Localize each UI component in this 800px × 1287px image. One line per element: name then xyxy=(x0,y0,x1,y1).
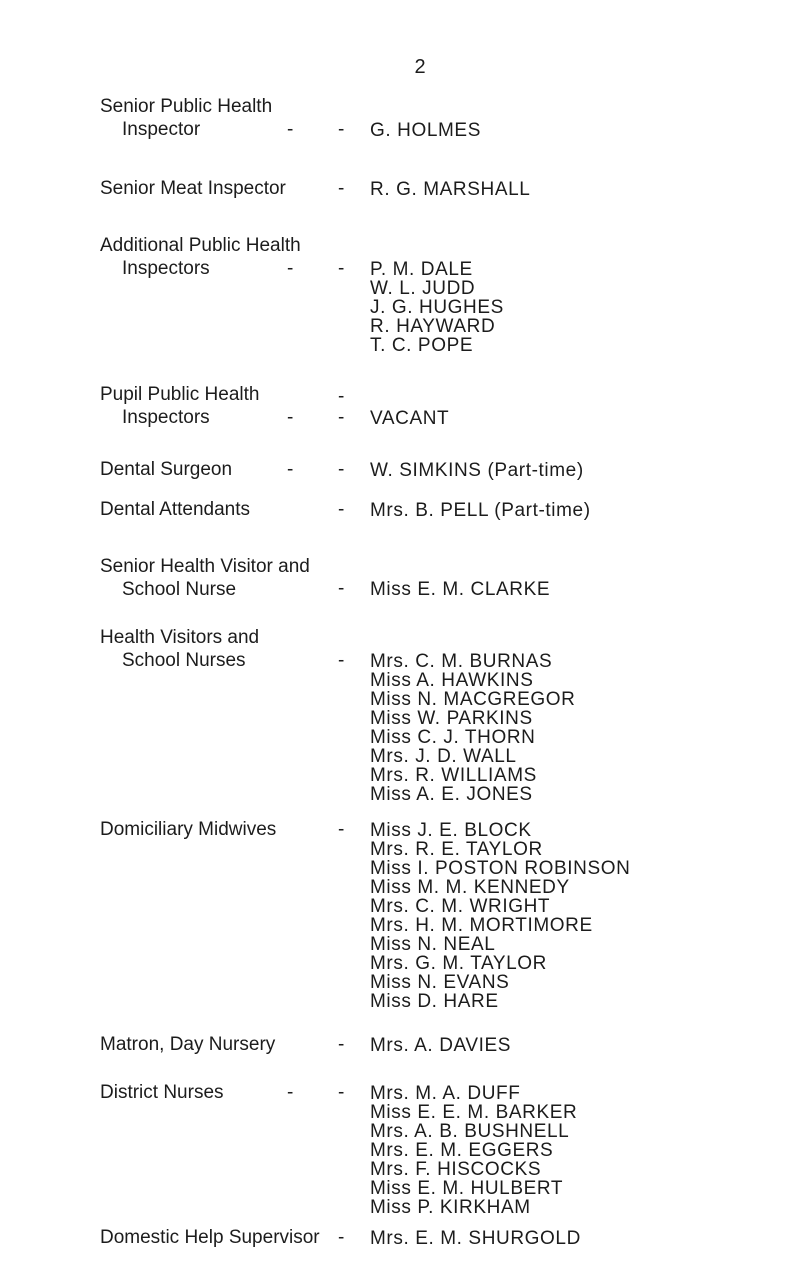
page-number: 2 xyxy=(414,56,426,78)
role-line: Senior Public Health xyxy=(100,96,273,117)
staff-names xyxy=(370,121,800,140)
role-title xyxy=(100,234,340,280)
role-title xyxy=(100,95,340,141)
role-line: Inspector xyxy=(122,119,201,140)
staff-names xyxy=(370,260,800,355)
role-line: Inspectors xyxy=(122,258,210,279)
staff-name: W. L. JUDD xyxy=(370,278,476,299)
leader-dash: - xyxy=(338,650,345,671)
staff-name: Miss M. M. KENNEDY xyxy=(370,877,570,898)
leader-dash: - xyxy=(338,178,345,199)
role-line: Health Visitors and xyxy=(100,627,260,648)
role-title xyxy=(100,818,340,841)
staff-name: Mrs. C. M. BURNAS xyxy=(370,651,553,672)
staff-name: Mrs. E. M. EGGERS xyxy=(370,1140,554,1161)
role-line: School Nurses xyxy=(122,650,246,671)
staff-names xyxy=(370,652,800,804)
role-title xyxy=(100,458,340,481)
staff-name: Miss P. KIRKHAM xyxy=(370,1197,531,1218)
staff-name: Mrs. C. M. WRIGHT xyxy=(370,896,551,917)
staff-names xyxy=(370,580,800,599)
staff-names xyxy=(370,180,800,199)
role-line: Inspectors xyxy=(122,407,210,428)
staff-name: Mrs. E. M. SHURGOLD xyxy=(370,1228,581,1249)
role-title xyxy=(100,1033,340,1056)
role-line: Domiciliary Midwives xyxy=(100,819,277,840)
role-title xyxy=(100,383,340,429)
staff-name: Mrs. A. DAVIES xyxy=(370,1035,512,1056)
leader-dash: - xyxy=(338,386,345,407)
staff-name: Mrs. F. HISCOCKS xyxy=(370,1159,542,1180)
leader-dash: - xyxy=(287,258,294,279)
role-line: Additional Public Health xyxy=(100,235,301,256)
staff-name: Mrs. G. M. TAYLOR xyxy=(370,953,547,974)
staff-names xyxy=(370,1084,800,1217)
staff-names xyxy=(370,1036,800,1055)
leader-dash: - xyxy=(338,578,345,599)
leader-dash: - xyxy=(287,1082,294,1103)
staff-name: G. HOLMES xyxy=(370,120,481,141)
staff-names xyxy=(370,1229,800,1248)
staff-name: Miss C. J. THORN xyxy=(370,727,536,748)
staff-name: Miss A. HAWKINS xyxy=(370,670,534,691)
staff-name: R. G. MARSHALL xyxy=(370,179,531,200)
staff-name: Mrs. R. E. TAYLOR xyxy=(370,839,543,860)
staff-names xyxy=(370,409,800,428)
staff-name: P. M. DALE xyxy=(370,259,473,280)
staff-name: Miss J. E. BLOCK xyxy=(370,820,532,841)
staff-name: Mrs. H. M. MORTIMORE xyxy=(370,915,593,936)
staff-names xyxy=(370,821,800,1011)
role-line: Matron, Day Nursery xyxy=(100,1034,276,1055)
staff-name: W. SIMKINS (Part-time) xyxy=(370,460,584,481)
staff-name: Miss E. E. M. BARKER xyxy=(370,1102,578,1123)
staff-name: Miss N. EVANS xyxy=(370,972,510,993)
staff-name: Miss D. HARE xyxy=(370,991,499,1012)
staff-names xyxy=(370,461,800,480)
staff-name: Miss E. M. CLARKE xyxy=(370,579,551,600)
leader-dash: - xyxy=(338,819,345,840)
role-title xyxy=(100,498,340,521)
role-title xyxy=(100,1081,340,1104)
staff-name: Mrs. B. PELL (Part-time) xyxy=(370,500,591,521)
staff-name: Miss A. E. JONES xyxy=(370,784,533,805)
leader-dash: - xyxy=(338,119,345,140)
role-line: District Nurses xyxy=(100,1082,224,1103)
staff-name: Miss N. NEAL xyxy=(370,934,496,955)
staff-names xyxy=(370,501,800,520)
role-title xyxy=(100,626,340,672)
leader-dash: - xyxy=(338,407,345,428)
leader-dash: - xyxy=(338,1082,345,1103)
staff-name: VACANT xyxy=(370,408,450,429)
role-line: Dental Surgeon xyxy=(100,459,233,480)
staff-name: Mrs. R. WILLIAMS xyxy=(370,765,537,786)
leader-dash: - xyxy=(287,459,294,480)
staff-name: Miss I. POSTON ROBINSON xyxy=(370,858,631,879)
staff-name: Mrs. A. B. BUSHNELL xyxy=(370,1121,570,1142)
staff-name: Mrs. J. D. WALL xyxy=(370,746,517,767)
staff-name: Miss E. M. HULBERT xyxy=(370,1178,564,1199)
leader-dash: - xyxy=(338,258,345,279)
leader-dash: - xyxy=(338,1227,345,1248)
leader-dash: - xyxy=(338,1034,345,1055)
role-line: School Nurse xyxy=(122,579,237,600)
staff-name: Miss W. PARKINS xyxy=(370,708,533,729)
leader-dash: - xyxy=(338,499,345,520)
role-title xyxy=(100,1226,340,1249)
role-line: Senior Health Visitor and xyxy=(100,556,310,577)
staff-name: T. C. POPE xyxy=(370,335,474,356)
staff-name: J. G. HUGHES xyxy=(370,297,504,318)
role-line: Domestic Help Supervisor xyxy=(100,1227,320,1248)
staff-name: Miss N. MACGREGOR xyxy=(370,689,576,710)
role-line: Dental Attendants xyxy=(100,499,250,520)
role-line: Senior Meat Inspector xyxy=(100,178,286,199)
role-title xyxy=(100,555,340,601)
leader-dash: - xyxy=(287,119,294,140)
leader-dash: - xyxy=(287,407,294,428)
staff-name: Mrs. M. A. DUFF xyxy=(370,1083,521,1104)
staff-name: R. HAYWARD xyxy=(370,316,496,337)
role-title xyxy=(100,177,340,200)
role-line: Pupil Public Health xyxy=(100,384,260,405)
leader-dash: - xyxy=(338,459,345,480)
